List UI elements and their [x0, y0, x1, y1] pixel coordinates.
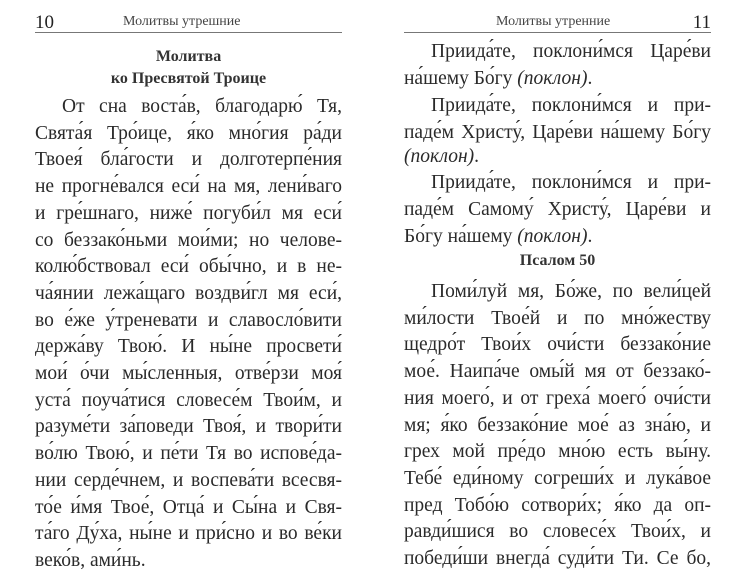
text-line: ча́янии лежа́щаго воздви́гл мя еси́, — [35, 282, 342, 304]
text-line: равди́шися во словесе́х Твои́х, и — [404, 521, 711, 543]
page-header — [35, 10, 342, 33]
text-line: грех мой пре́до мно́ю есть вы́ну. — [404, 441, 711, 463]
text-line: ми́лости Твое́й и по мно́жеству — [404, 307, 711, 329]
text-line: нии серде́чнем, и воспева́ти всесвя- — [35, 469, 342, 491]
text-line: паде́м Самому́ Христу́, Царе́ви и — [404, 199, 711, 220]
text-line: во́лю Твою́, и пе́ти Тя во испове́да- — [35, 443, 342, 465]
text-line: (поклон). — [404, 146, 480, 167]
text-line: то́е и́мя Твое́, Отца́ и Сы́на и Свя- — [35, 496, 342, 518]
text-line: не прогне́вался еси́ на мя, лени́ваго — [35, 176, 342, 198]
text-line: Тебе́ еди́ному согреши́х и лука́вое — [404, 467, 711, 489]
text-line: мои́ о́чи мы́сленныя, отве́рзи моя́ — [35, 363, 342, 384]
prayer-title: Молитва — [155, 48, 222, 65]
text-line: Твоея́ бла́гости и долготерпе́ния — [35, 149, 342, 171]
page-number: 11 — [692, 12, 711, 33]
text-line: Бо́гу на́шему (поклон). — [404, 226, 593, 247]
text-line: Приида́те, поклони́мся Царе́ви — [431, 41, 711, 62]
text-line: на́шему Бо́гу (поклон). — [404, 68, 593, 89]
text-line: Свята́я Тро́ице, я́ко мно́гия ра́ди — [35, 122, 342, 144]
prayer-subtitle: ко Пресвятой Троице — [110, 70, 267, 87]
text-line: та́го Ду́ха, ны́не и при́сно и во ве́ки — [35, 523, 342, 545]
page-header — [404, 10, 711, 33]
text-line: паде́м Христу́, Царе́ви на́шему Бо́гу — [404, 122, 711, 143]
right-page — [376, 0, 752, 569]
text-line: От сна воста́в, благодарю́ Тя, — [62, 96, 342, 117]
text-line: со беззако́ньми мои́ми; но челове- — [35, 229, 342, 251]
text-line: держа́ву Твою́. И ны́не просвети́ — [35, 336, 342, 358]
running-title: Молитвы утрешние — [123, 14, 241, 29]
text-line: Поми́луй мя, Бо́же, по вели́цей — [431, 281, 711, 302]
text-line: во е́же у́треневати и славосло́вити — [35, 309, 342, 331]
text-line: уста́ поуча́тися словесе́м Твои́м, и — [35, 389, 342, 411]
page-number: 10 — [35, 12, 54, 33]
text-line: колю́бствовал еси́ обы́чно, и в не- — [35, 256, 342, 278]
text-line: разуме́ти за́поведи Твоя́, и твори́ти — [35, 416, 342, 438]
text-line: веко́в, ами́нь. — [35, 549, 146, 571]
running-title: Молитвы утренние — [496, 14, 611, 29]
left-page — [0, 0, 376, 571]
text-line: Приида́те, поклони́мся и при- — [431, 172, 711, 193]
text-line: мое́. Наипа́че омы́й мя от беззако́- — [404, 361, 711, 383]
text-line: ния моего́, и от греха́ моего́ очи́сти — [404, 387, 711, 409]
text-line: победи́ши внегда́ суди́ти Ти. Се бо, — [404, 548, 711, 569]
text-line: мя; я́ко беззако́ние мое́ аз зна́ю, и — [404, 414, 711, 436]
text-line: щедро́т Твои́х очи́сти беззако́ние — [404, 334, 711, 356]
psalm-title: Псалом 50 — [519, 252, 596, 269]
text-line: Приида́те, поклони́мся и при- — [431, 95, 711, 116]
text-line: и гре́шнаго, ниже́ погуби́л мя еси́ — [35, 202, 342, 224]
text-line: пред Тобо́ю сотвори́х; я́ко да оп- — [404, 494, 711, 516]
